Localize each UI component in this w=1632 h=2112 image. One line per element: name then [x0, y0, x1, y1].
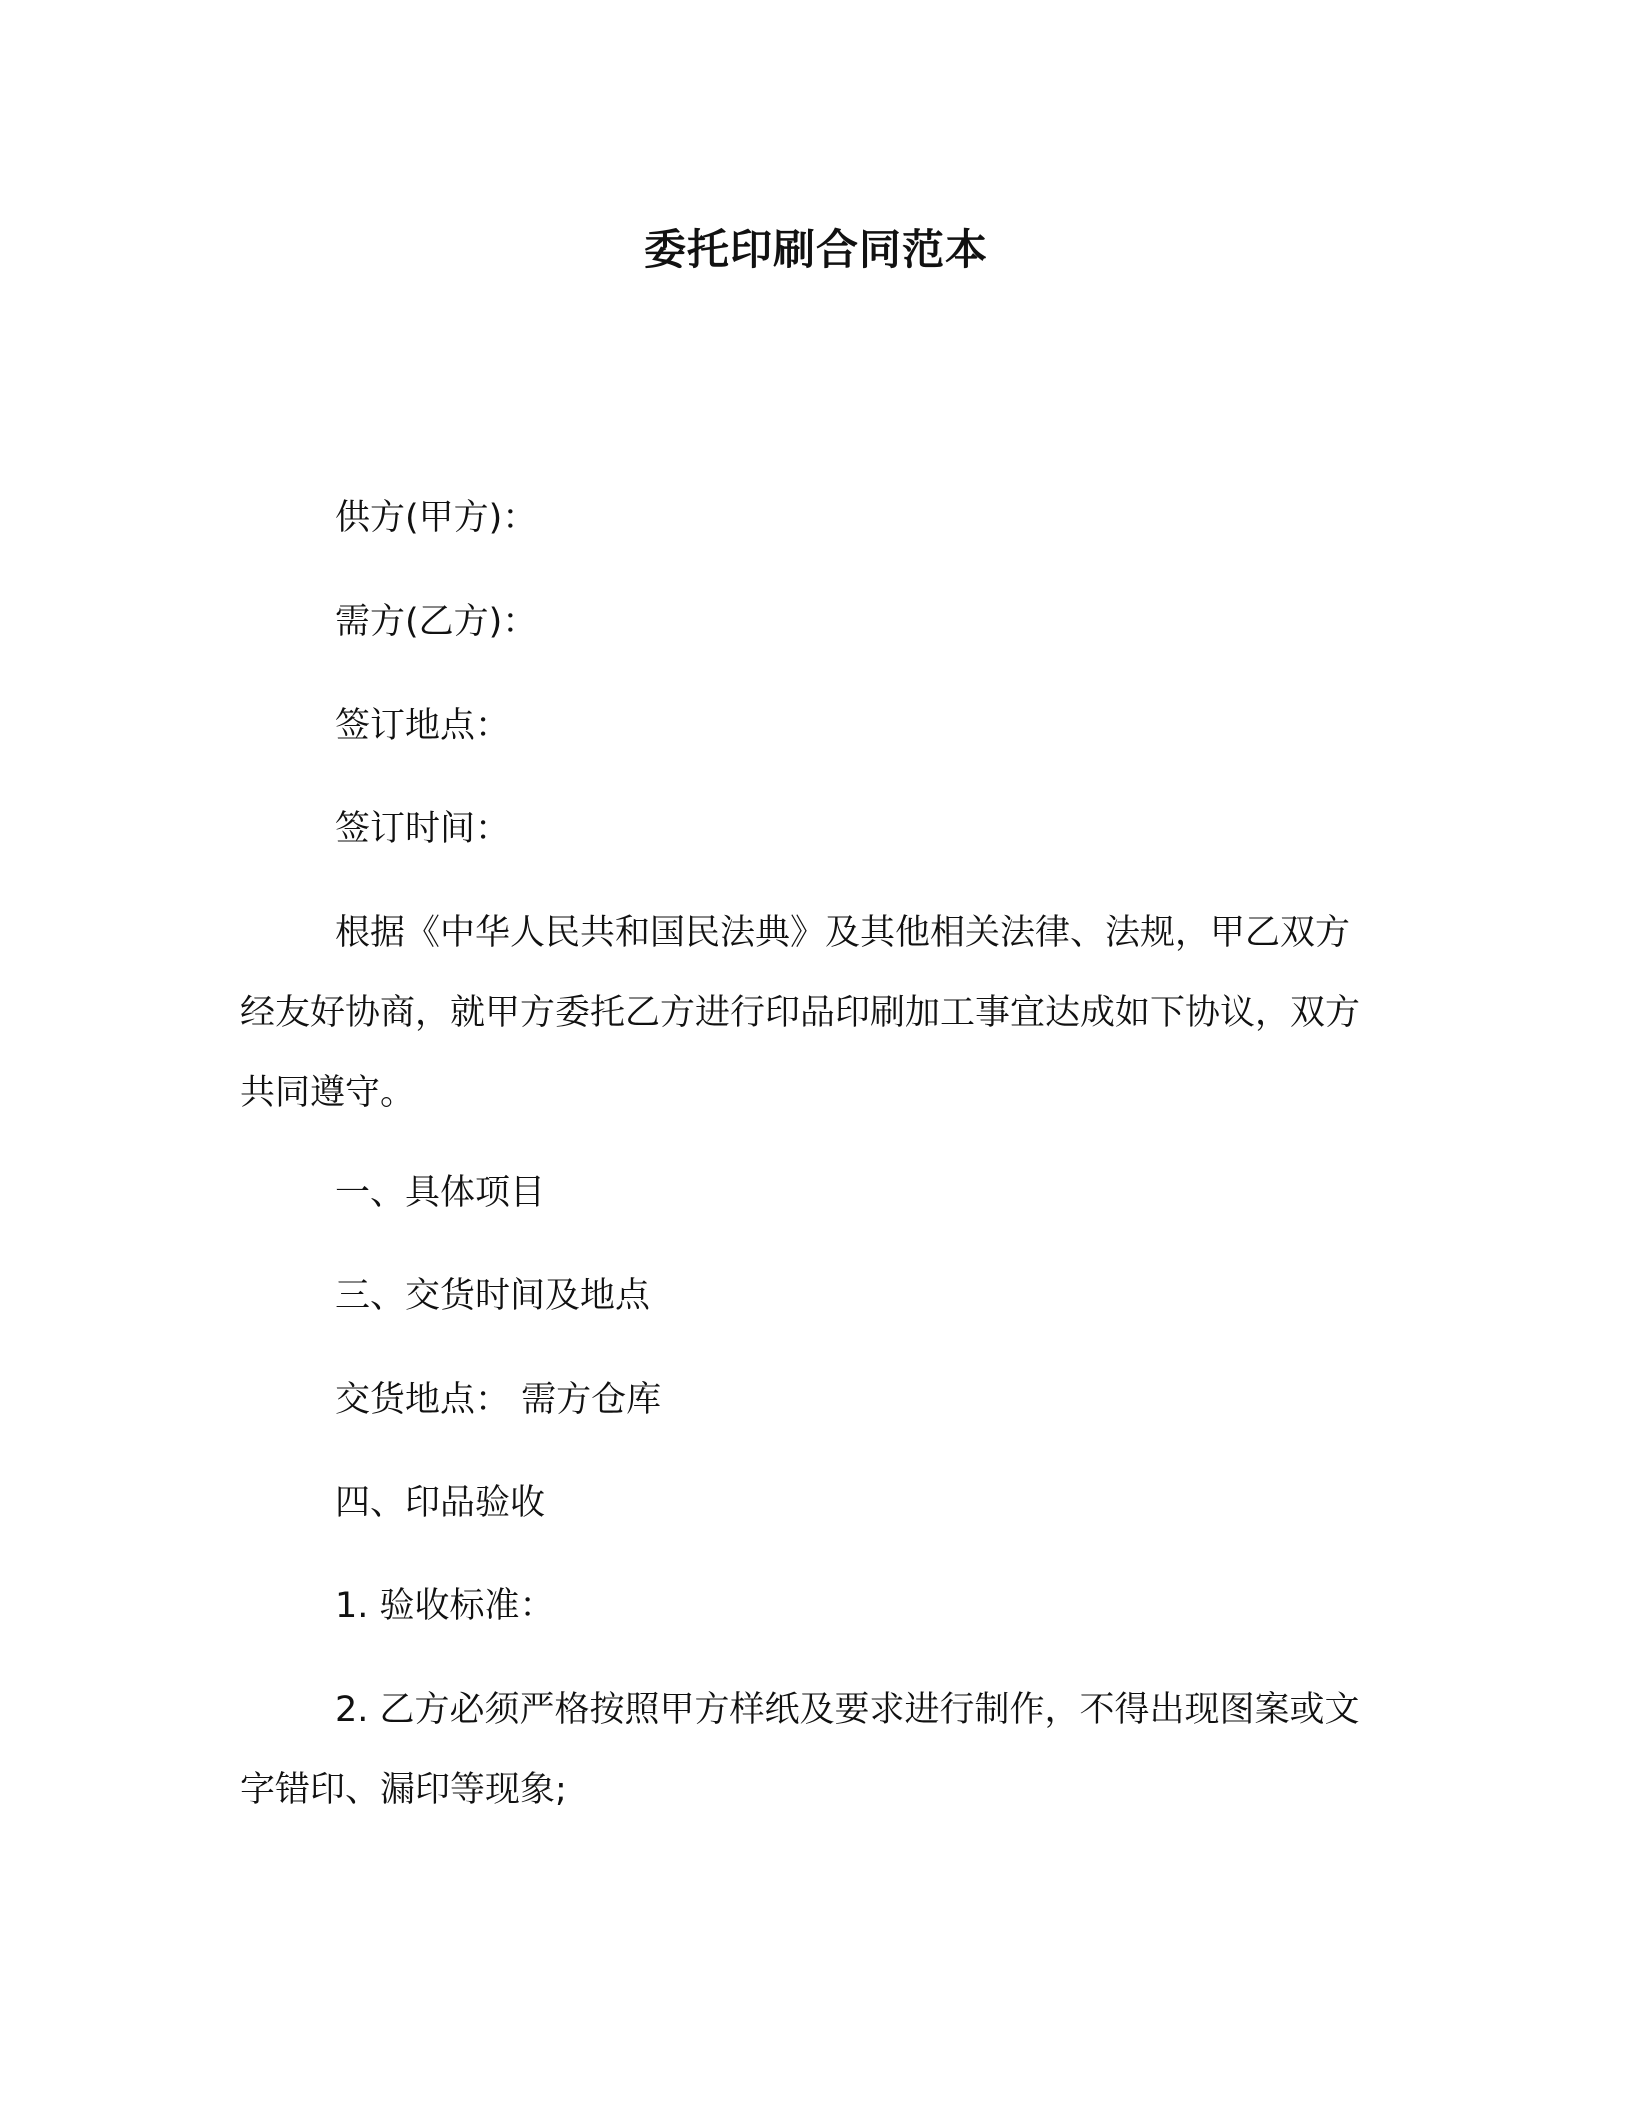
printing-requirement-item: 2. 乙方必须严格按照甲方样纸及要求进行制作，不得出现图案或文字错印、漏印等现象;	[240, 1690, 1360, 1810]
delivery-location-line: 交货地点： 需方仓库	[335, 1380, 662, 1420]
document-title: 委托印刷合同范本	[643, 225, 988, 274]
section-one-heading: 一、具体项目	[335, 1173, 546, 1213]
supplier-party-a-line: 供方(甲方)：	[335, 498, 538, 538]
acceptance-standard-item: 1. 验收标准：	[335, 1586, 555, 1626]
section-four-heading: 四、印品验收	[335, 1483, 546, 1523]
signing-place-line: 签订地点：	[335, 706, 511, 746]
section-three-heading: 三、交货时间及地点	[335, 1276, 651, 1316]
signing-time-line: 签订时间：	[335, 809, 511, 849]
preamble-paragraph: 根据《中华人民共和国民法典》及其他相关法律、法规，甲乙双方经友好协商，就甲方委托乙方进行印品印刷加工事宜达成如下协议，双方共同遵守。	[240, 913, 1361, 1113]
buyer-party-b-line: 需方(乙方)：	[335, 602, 538, 642]
